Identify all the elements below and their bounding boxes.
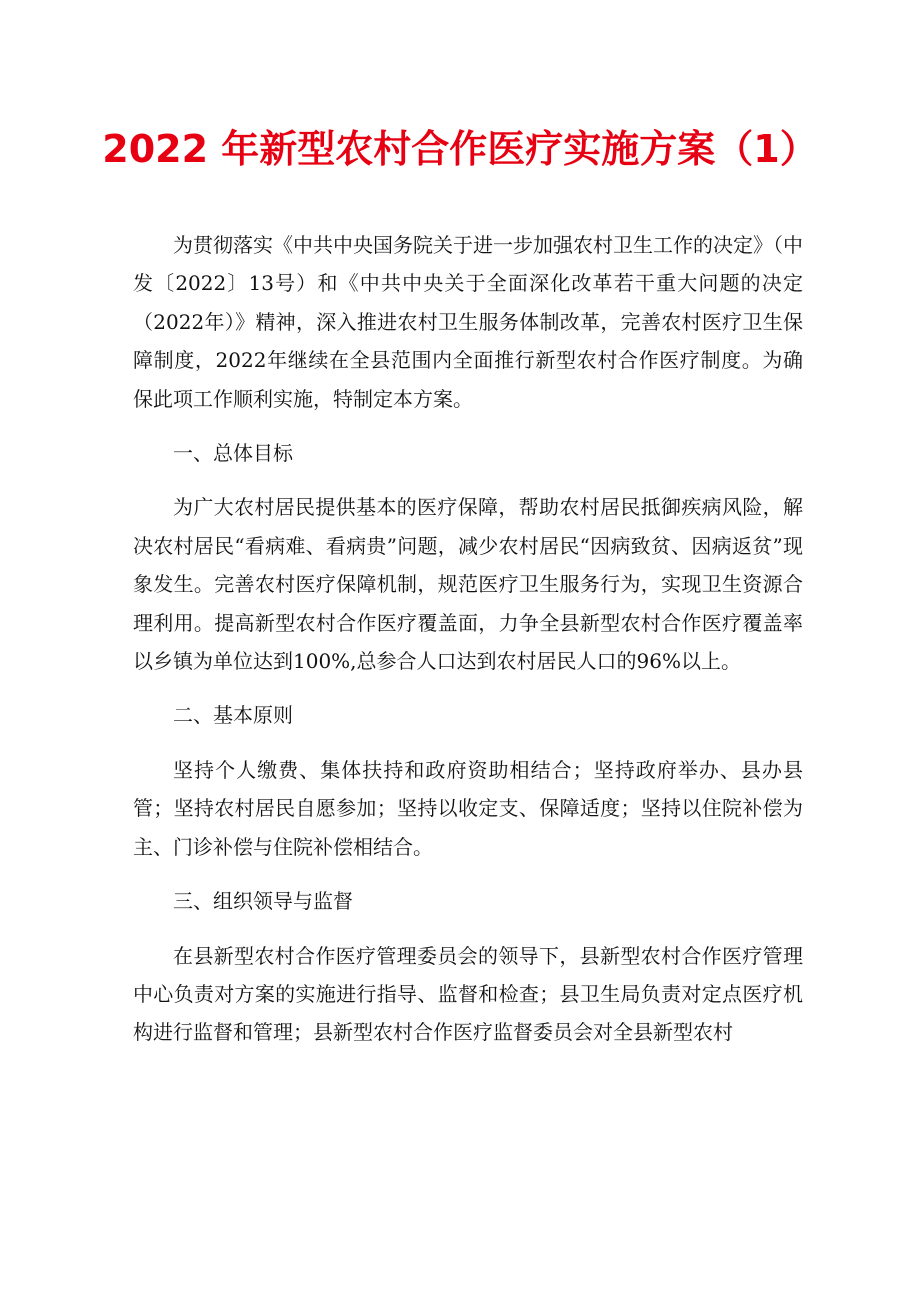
section-heading-2: 二、基本原则 [173,703,293,728]
document-title: 2022 年新型农村合作医疗实施方案（1） [102,127,818,171]
document-body [133,226,803,1052]
section-heading-3: 三、组织领导与监督 [173,889,353,914]
section-heading-1: 一、总体目标 [173,441,293,466]
paragraph-intro: 为贯彻落实《中共中央国务院关于进一步加强农村卫生工作的决定》（中发〔2022〕13号）和《中共中央关于全面深化改革若干重大问题的决定（2022年）》精神，深入推进农村卫生服务体制改革，完善农村医疗卫生保障制度，2022年继续在全县范围内全面推行新型农村合作医疗制度。为确保此项工作顺利实施，特制定本方案。 [133,233,803,411]
paragraph-principles: 坚持个人缴费、集体扶持和政府资助相结合；坚持政府举办、县办县管；坚持农村居民自愿参加；坚持以收定支、保障适度；坚持以住院补偿为主、门诊补偿与住院补偿相结合。 [133,757,803,859]
paragraph-goals: 为广大农村居民提供基本的医疗保障，帮助农村居民抵御疾病风险，解决农村居民“看病难、看病贵”问题，减少农村居民“因病致贫、因病返贫”现象发生。完善农村医疗保障机制，规范医疗卫生服务行为，实现卫生资源合理利用。提高新型农村合作医疗覆盖面，力争全县新型农村合作医疗覆盖率以乡镇为单位达到100%,总参合人口达到农村居民人口的96%以上。 [133,495,803,674]
paragraph-organization: 在县新型农村合作医疗管理委员会的领导下，县新型农村合作医疗管理中心负责对方案的实施进行指导、监督和检查；县卫生局负责对定点医疗机构进行监督和管理；县新型农村合作医疗监督委员会对全县新型农村 [133,943,803,1045]
